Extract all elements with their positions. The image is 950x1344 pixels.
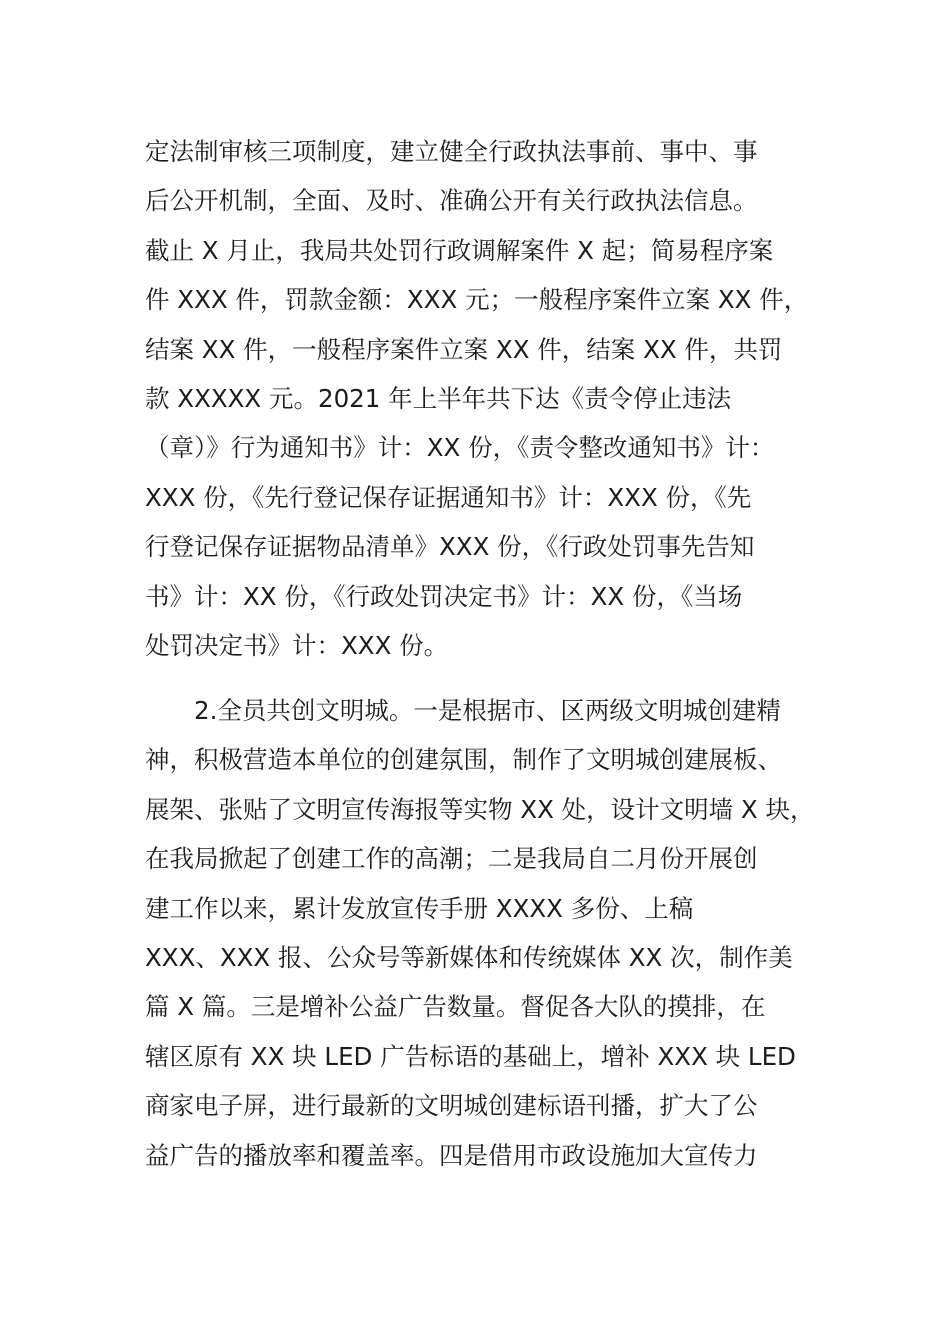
text-line: 件 XXX 件，罚款金额：XXX 元；一般程序案件立案 XX 件，: [145, 285, 809, 315]
text-line: 建工作以来，累计发放宣传手册 XXXX 多份、上稿: [145, 893, 694, 923]
text-line: 定法制审核三项制度，建立健全行政执法事前、事中、事: [145, 137, 758, 166]
text-line: 辖区原有 XX 块 LED 广告标语的基础上，增补 XXX 块 LED: [145, 1041, 796, 1071]
paragraph-civilized-city: [145, 686, 825, 1180]
text-line: XXX 份，《先行登记保存证据通知书》计：XXX 份，《先: [145, 482, 752, 512]
text-line: 展架、张贴了文明宣传海报等实物 XX 处，设计文明墙 X 块，: [145, 794, 815, 824]
text-line: 书》计：XX 份，《行政处罚决定书》计：XX 份，《当场: [145, 581, 743, 611]
text-line: 商家电子屏，进行最新的文明城创建标语刊播，扩大了公: [145, 1091, 758, 1121]
text-line: 神，积极营造本单位的创建氛围，制作了文明城创建展板、: [145, 745, 782, 775]
text-line: XXX、XXX 报、公众号等新媒体和传统媒体 XX 次，制作美: [145, 942, 793, 972]
paragraph-law-enforcement: [145, 127, 825, 670]
text-line: 结案 XX 件，一般程序案件立案 XX 件，结案 XX 件，共罚: [145, 334, 783, 364]
text-line: 益广告的播放率和覆盖率。四是借用市政设施加大宣传力: [145, 1140, 758, 1170]
text-line: （章）》行为通知书》计：XX 份，《责令整改通知书》计：: [145, 433, 775, 463]
text-line: 在我局掀起了创建工作的高潮；二是我局自二月份开展创: [145, 844, 758, 874]
text-line: 后公开机制，全面、及时、准确公开有关行政执法信息。: [145, 186, 758, 216]
text-line: 处罚决定书》计：XXX 份。: [145, 630, 449, 660]
text-line: 截止 X 月止，我局共处罚行政调解案件 X 起；简易程序案: [145, 235, 774, 265]
text-line: 篇 X 篇。三是增补公益广告数量。督促各大队的摸排，在: [145, 992, 766, 1022]
text-line: 行登记保存证据物品清单》XXX 份，《行政处罚事先告知: [145, 532, 755, 562]
text-line: 2.全员共创文明城。一是根据市、区两级文明城创建精: [145, 696, 781, 725]
text-line: 款 XXXXX 元。2021 年上半年共下达《责令停止违法: [145, 383, 732, 413]
